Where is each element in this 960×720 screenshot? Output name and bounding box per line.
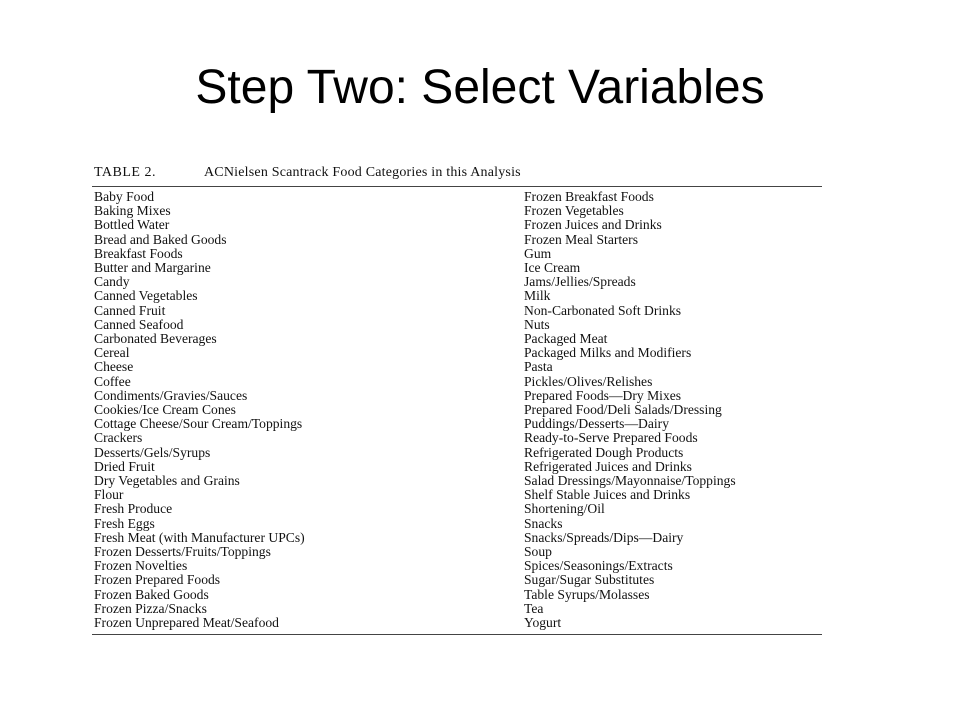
- table-cell: Sugar/Sugar Substitutes: [524, 572, 655, 588]
- table-cell: Dry Vegetables and Grains: [94, 473, 240, 489]
- table-body: [92, 187, 822, 634]
- table-cell: Ice Cream: [524, 260, 581, 276]
- table-cell: Yogurt: [524, 615, 562, 631]
- table-cell: Dried Fruit: [94, 458, 155, 474]
- table-cell: Canned Seafood: [94, 316, 184, 332]
- table-cell: Frozen Breakfast Foods: [524, 189, 654, 204]
- table-cell: Refrigerated Juices and Drinks: [524, 458, 692, 474]
- table-cell: Cookies/Ice Cream Cones: [94, 402, 236, 418]
- table-cell: Puddings/Desserts—Dairy: [524, 416, 669, 432]
- table-cell: Frozen Baked Goods: [94, 586, 209, 602]
- table-cell: Butter and Margarine: [94, 260, 211, 276]
- slide-title: Step Two: Select Variables: [195, 61, 765, 114]
- table-cell: Tea: [524, 600, 544, 616]
- table-cell: Fresh Meat (with Manufacturer UPCs): [94, 529, 305, 545]
- table-cell: Crackers: [94, 430, 143, 446]
- table-cell: Desserts/Gels/Syrups: [94, 444, 211, 460]
- table-cell: Coffee: [94, 373, 131, 389]
- table-cell: Bread and Baked Goods: [94, 231, 227, 247]
- table-cell: Candy: [94, 274, 130, 290]
- table-cell: Non-Carbonated Soft Drinks: [524, 302, 682, 318]
- table-cell: Baking Mixes: [94, 203, 171, 219]
- table-cell: Frozen Unprepared Meat/Seafood: [94, 615, 279, 631]
- table-cell: Jams/Jellies/Spreads: [524, 274, 636, 290]
- table-cell: Baby Food: [94, 189, 155, 204]
- table-cell: Fresh Produce: [94, 501, 173, 517]
- table-cell: Flour: [94, 487, 124, 503]
- table-caption: [92, 164, 822, 186]
- table-cell: Condiments/Gravies/Sauces: [94, 387, 248, 403]
- table-cell: Packaged Meat: [524, 331, 608, 347]
- table-cell: Gum: [524, 245, 552, 261]
- table-cell: Bottled Water: [94, 217, 170, 233]
- food-categories-table: [92, 164, 822, 635]
- table-cell: Canned Fruit: [94, 302, 166, 318]
- table-cell: Milk: [524, 288, 551, 304]
- table-cell: Frozen Desserts/Fruits/Toppings: [94, 544, 271, 560]
- table-bottom-rule: [92, 634, 822, 635]
- table-cell: Pickles/Olives/Relishes: [524, 373, 653, 389]
- table-cell: Frozen Prepared Foods: [94, 572, 221, 588]
- table-cell: Ready-to-Serve Prepared Foods: [524, 430, 698, 446]
- table-cell: Cottage Cheese/Sour Cream/Toppings: [94, 416, 303, 432]
- table-cell: Packaged Milks and Modifiers: [524, 345, 692, 361]
- table-cell: Soup: [524, 544, 552, 560]
- table-cell: Spices/Seasonings/Extracts: [524, 558, 673, 574]
- table-cell: Snacks/Spreads/Dips—Dairy: [524, 529, 684, 545]
- table-cell: Nuts: [524, 316, 550, 332]
- table-cell: Salad Dressings/Mayonnaise/Toppings: [524, 473, 736, 489]
- table-cell: Prepared Foods—Dry Mixes: [524, 387, 682, 403]
- table-cell: Shelf Stable Juices and Drinks: [524, 487, 691, 503]
- table-cell: Frozen Juices and Drinks: [524, 217, 662, 233]
- table-cell: Frozen Vegetables: [524, 203, 624, 219]
- table-cell: Cheese: [94, 359, 134, 375]
- table-cell: Breakfast Foods: [94, 245, 183, 261]
- table-caption-text: ACNielsen Scantrack Food Categories in this Analysis: [204, 165, 521, 180]
- table-cell: Carbonated Beverages: [94, 331, 217, 347]
- left-column: [92, 190, 522, 630]
- table-cell: Frozen Pizza/Snacks: [94, 600, 207, 616]
- table-cell: Shortening/Oil: [524, 501, 605, 517]
- table-cell: Table Syrups/Molasses: [524, 586, 650, 602]
- table-cell: Pasta: [524, 359, 553, 375]
- table-cell: Frozen Novelties: [94, 558, 188, 574]
- table-cell: Prepared Food/Deli Salads/Dressing: [524, 402, 722, 418]
- table-cell: Frozen Meal Starters: [524, 231, 639, 247]
- table-cell: Canned Vegetables: [94, 288, 198, 304]
- table-cell: Refrigerated Dough Products: [524, 444, 684, 460]
- table-caption-label: TABLE 2.: [94, 165, 156, 180]
- table-cell: Cereal: [94, 345, 130, 361]
- table-cell: Fresh Eggs: [94, 515, 155, 531]
- table-cell: Snacks: [524, 515, 563, 531]
- right-column: [522, 190, 822, 630]
